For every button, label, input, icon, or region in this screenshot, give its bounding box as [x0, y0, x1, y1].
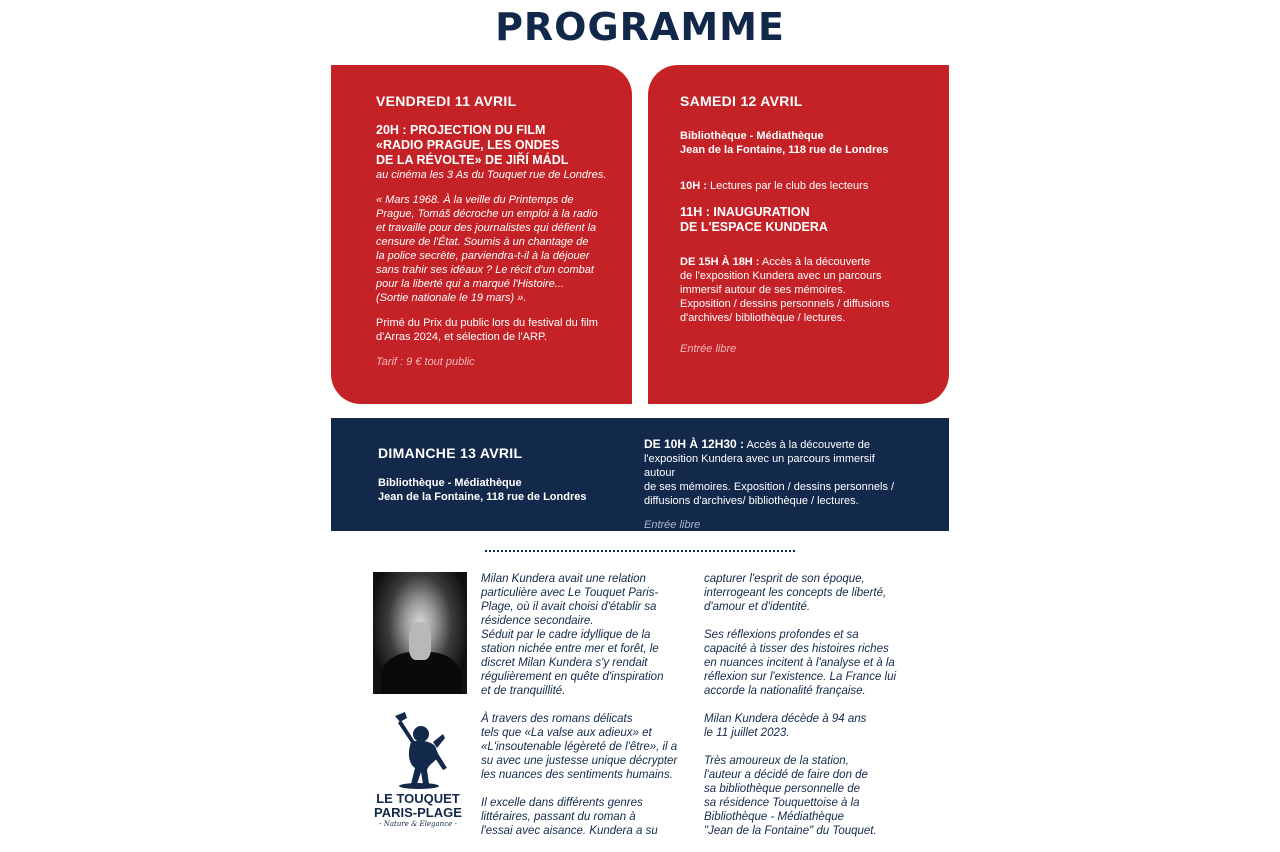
- bio-paragraph: [481, 796, 689, 838]
- bio-line: littéraires, passant du roman à: [481, 811, 636, 823]
- friday-event-title-2: «RADIO PRAGUE, LES ONDES: [376, 138, 560, 152]
- sunday-right: [644, 437, 904, 532]
- event-text: Accès à la découverte: [759, 256, 871, 268]
- synopsis-line: sans trahir ses idéaux ? Le récit d'un combat: [376, 264, 594, 276]
- friday-venue: au cinéma les 3 As du Touquet rue de Londres.: [376, 169, 607, 181]
- bio-line: capacité à tisser des histoires riches: [704, 643, 889, 655]
- saturday-card: [648, 65, 949, 404]
- sunday-venue-1: Bibliothèque - Médiathèque: [378, 477, 522, 489]
- award-line: Primé du Prix du public lors du festival du film: [376, 317, 598, 329]
- golfer-icon: [383, 712, 453, 790]
- bio-line: Très amoureux de la station,: [704, 755, 849, 767]
- bio-line: capturer l'esprit de son époque,: [704, 573, 865, 585]
- sunday-venue-2: Jean de la Fontaine, 118 rue de Londres: [378, 491, 587, 503]
- friday-award: [376, 316, 612, 344]
- bio-paragraph: [481, 712, 689, 782]
- event-time: DE 15H À 18H :: [680, 256, 760, 268]
- friday-price: Tarif : 9 € tout public: [376, 356, 475, 368]
- bio-line: accorde la nationalité française.: [704, 685, 866, 697]
- bio-line: l'auteur a décidé de faire don de: [704, 769, 868, 781]
- event-time: DE 10H À 12H30 :: [644, 437, 745, 451]
- event-line: Exposition / dessins personnels / diffusions: [680, 298, 890, 310]
- friday-event-title-3: DE LA RÉVOLTE» DE JIŘÍ MÁDL: [376, 153, 569, 167]
- saturday-event-3: [680, 255, 929, 269]
- event-text: Accès à la découverte de: [744, 439, 871, 451]
- kundera-portrait: [373, 572, 467, 694]
- bio-line: le 11 juillet 2023.: [704, 727, 790, 739]
- logo-line-1: LE TOUQUET: [376, 791, 460, 806]
- saturday-event-2-title-1: 11H : INAUGURATION: [680, 205, 810, 219]
- event-line: l'exposition Kundera avec un parcours immersif autour: [644, 453, 875, 479]
- bio-line: Milan Kundera décède à 94 ans: [704, 713, 867, 725]
- event-line: d'archives/ bibliothèque / lectures.: [680, 312, 846, 324]
- page-title: PROGRAMME: [495, 5, 785, 49]
- bio-line: particulière avec Le Touquet Paris-: [481, 587, 659, 599]
- bio-line: en nuances incitent à l'analyse et à la: [704, 657, 895, 669]
- sunday-event: [644, 437, 904, 452]
- bio-line: station nichée entre mer et forêt, le: [481, 643, 659, 655]
- logo-line-3: - Nature & Elegance -: [379, 820, 457, 828]
- event-time: 10H :: [680, 180, 707, 192]
- event-line: diffusions d'archives/ bibliothèque / lectures.: [644, 495, 859, 507]
- bio-line: su avec une justesse unique décrypter: [481, 755, 678, 767]
- bio-line: les nuances des sentiments humains.: [481, 769, 673, 781]
- bio-line: sa bibliothèque personnelle de: [704, 783, 861, 795]
- bio-line: Séduit par le cadre idyllique de la: [481, 629, 651, 641]
- bio-line: "Jean de la Fontaine" du Touquet.: [704, 825, 877, 837]
- saturday-day: SAMEDI 12 AVRIL: [680, 93, 803, 109]
- bio-line: réflexion sur l'existence. La France lui: [704, 671, 897, 683]
- friday-synopsis: [376, 193, 612, 305]
- saturday-venue-2: Jean de la Fontaine, 118 rue de Londres: [680, 144, 889, 156]
- sunday-band: [331, 418, 949, 531]
- bio-line: Ses réflexions profondes et sa: [704, 629, 859, 641]
- friday-day: VENDREDI 11 AVRIL: [376, 93, 517, 109]
- bio-line: Bibliothèque - Médiathèque: [704, 811, 845, 823]
- bio-paragraph: [704, 628, 916, 698]
- dotted-divider: [485, 550, 795, 552]
- synopsis-line: « Mars 1968. À la veille du Printemps de: [376, 194, 574, 206]
- award-line: d'Arras 2024, et sélection de l'ARP.: [376, 331, 547, 343]
- bio-paragraph: [704, 754, 916, 838]
- synopsis-line: la police secrète, parviendra-t-il à la déjouer: [376, 250, 590, 262]
- bio-paragraph: [704, 712, 916, 740]
- friday-event-title-1: 20H : PROJECTION DU FILM: [376, 123, 546, 137]
- bio-line: Milan Kundera avait une relation: [481, 573, 646, 585]
- synopsis-line: censure de l'État. Soumis à un chantage de: [376, 236, 589, 248]
- bio-line: Il excelle dans différents genres: [481, 797, 643, 809]
- bio-line: interrogeant les concepts de liberté,: [704, 587, 887, 599]
- logo-line-2: PARIS-PLAGE: [374, 805, 462, 820]
- sunday-left: [378, 445, 628, 504]
- event-line: de l'exposition Kundera avec un parcours: [680, 270, 882, 282]
- bio-line: tels que «La valse aux adieux» et: [481, 727, 652, 739]
- bio-line: discret Milan Kundera s'y rendait: [481, 657, 648, 669]
- bio-line: et de tranquillité.: [481, 685, 566, 697]
- event-line: de ses mémoires. Exposition / dessins personnels /: [644, 481, 895, 493]
- le-touquet-logo: [363, 712, 473, 832]
- synopsis-line: (Sortie nationale le 19 mars) ».: [376, 292, 527, 304]
- event-text: Lectures par le club des lecteurs: [706, 180, 869, 192]
- saturday-event-2-title-2: DE L'ESPACE KUNDERA: [680, 220, 828, 234]
- bio-line: À travers des romans délicats: [481, 713, 633, 725]
- saturday-entry: Entrée libre: [680, 343, 737, 355]
- saturday-venue-1: Bibliothèque - Médiathèque: [680, 130, 824, 142]
- friday-card: [331, 65, 632, 404]
- bio-line: sa résidence Touquettoise à la: [704, 797, 860, 809]
- bio-line: «L'insoutenable légèreté de l'être», il a: [481, 741, 678, 753]
- saturday-event-1: [680, 179, 929, 193]
- bio-line: Plage, où il avait choisi d'établir sa: [481, 601, 657, 613]
- synopsis-line: pour la liberté qui a marqué l'Histoire...: [376, 278, 564, 290]
- bio-line: résidence secondaire.: [481, 615, 594, 627]
- bio-line: l'essai avec aisance. Kundera a su: [481, 825, 658, 837]
- sunday-entry: Entrée libre: [644, 519, 701, 531]
- bio-paragraph: [481, 572, 689, 698]
- sunday-day: DIMANCHE 13 AVRIL: [378, 445, 523, 461]
- bio-column-2: [704, 572, 916, 852]
- bio-column-1: [481, 572, 689, 852]
- synopsis-line: Prague, Tomáš décroche un emploi à la radio: [376, 208, 598, 220]
- bio-paragraph: [704, 572, 916, 614]
- bio-line: d'amour et d'identité.: [704, 601, 811, 613]
- bio-line: régulièrement en quête d'inspiration: [481, 671, 664, 683]
- event-line: immersif autour de ses mémoires.: [680, 284, 846, 296]
- synopsis-line: et travaille pour des journalistes qui défient la: [376, 222, 597, 234]
